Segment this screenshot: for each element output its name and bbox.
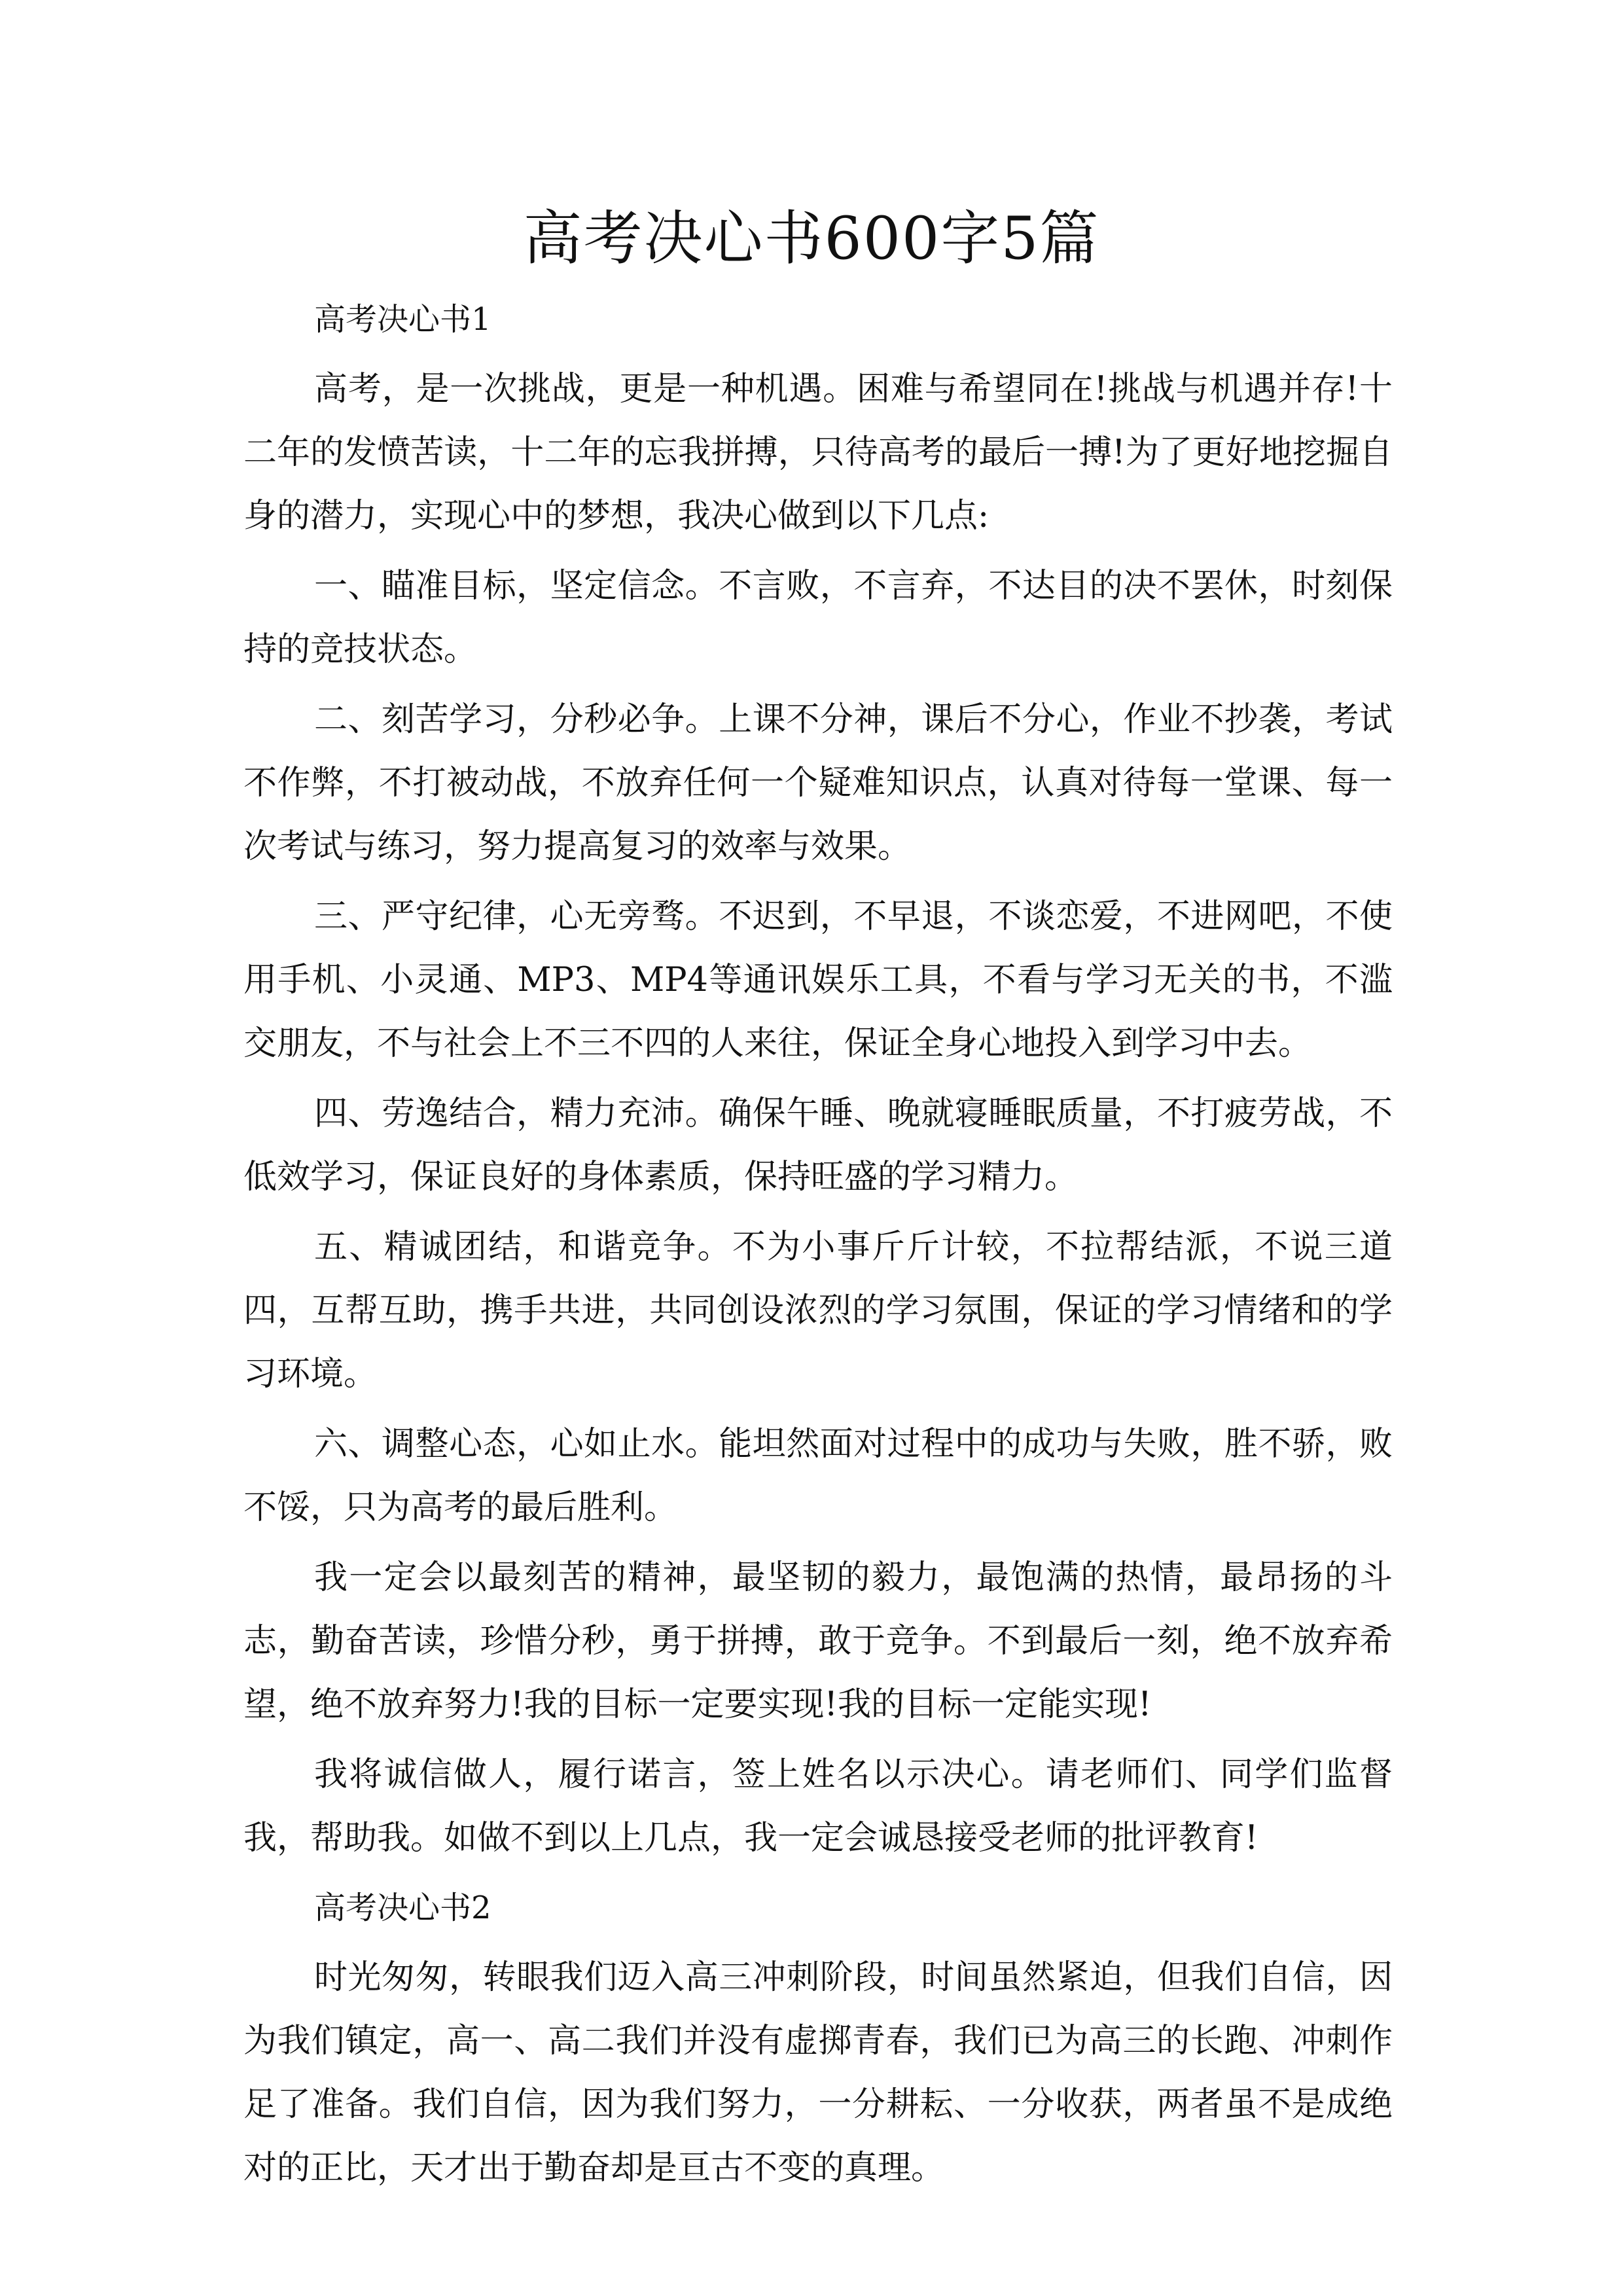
document-title: 高考决心书600字5篇 bbox=[523, 204, 1100, 273]
paragraph: 我将诚信做人，履行诺言，签上姓名以示决心。请老师们、同学们监督我，帮助我。如做不到以上几点，我一定会诚恳接受老师的批评教育! bbox=[243, 1755, 1393, 1857]
document-body bbox=[243, 288, 1393, 2206]
section-heading: 高考决心书1 bbox=[314, 301, 491, 338]
paragraph: 高考，是一次挑战，更是一种机遇。困难与希望同在!挑战与机遇并存!十二年的发愤苦读，十二年的忘我拼搏，只待高考的最后一搏!为了更好地挖掘自身的潜力，实现心中的梦想，我决心做到以下几点: bbox=[243, 370, 1393, 535]
section-heading: 高考决心书2 bbox=[314, 1890, 491, 1926]
paragraph: 时光匆匆，转眼我们迈入高三冲刺阶段，时间虽然紧迫，但我们自信，因为我们镇定，高一、高二我们并没有虚掷青春，我们已为高三的长跑、冲刺作足了准备。我们自信，因为我们努力，一分耕耘、一分收获，两者虽不是成绝对的正比，天才出于勤奋却是亘古不变的真理。 bbox=[243, 1958, 1393, 2187]
paragraph: 二、刻苦学习，分秒必争。上课不分神，课后不分心，作业不抄袭，考试不作弊，不打被动战，不放弃任何一个疑难知识点，认真对待每一堂课、每一次考试与练习，努力提高复习的效率与效果。 bbox=[243, 700, 1393, 866]
paragraph: 六、调整心态，心如止水。能坦然面对过程中的成功与失败，胜不骄，败不馁，只为高考的最后胜利。 bbox=[243, 1425, 1393, 1527]
paragraph: 四、劳逸结合，精力充沛。确保午睡、晚就寝睡眠质量，不打疲劳战，不低效学习，保证良好的身体素质，保持旺盛的学习精力。 bbox=[243, 1094, 1393, 1196]
paragraph: 五、精诚团结，和谐竞争。不为小事斤斤计较，不拉帮结派，不说三道四，互帮互助，携手共进，共同创设浓烈的学习氛围，保证的学习情绪和的学习环境。 bbox=[243, 1228, 1393, 1393]
paragraph: 三、严守纪律，心无旁骛。不迟到，不早退，不谈恋爱，不进网吧，不使用手机、小灵通、MP3、MP4等通讯娱乐工具，不看与学习无关的书，不滥交朋友，不与社会上不三不四的人来往，保证全身心地投入到学习中去。 bbox=[243, 897, 1393, 1063]
paragraph: 我一定会以最刻苦的精神，最坚韧的毅力，最饱满的热情，最昂扬的斗志，勤奋苦读，珍惜分秒，勇于拼搏，敢于竞争。不到最后一刻，绝不放弃希望，绝不放弃努力!我的目标一定要实现!我的目标一定能实现! bbox=[243, 1558, 1393, 1724]
paragraph: 一、瞄准目标，坚定信念。不言败，不言弃，不达目的决不罢休，时刻保持的竞技状态。 bbox=[243, 567, 1393, 669]
